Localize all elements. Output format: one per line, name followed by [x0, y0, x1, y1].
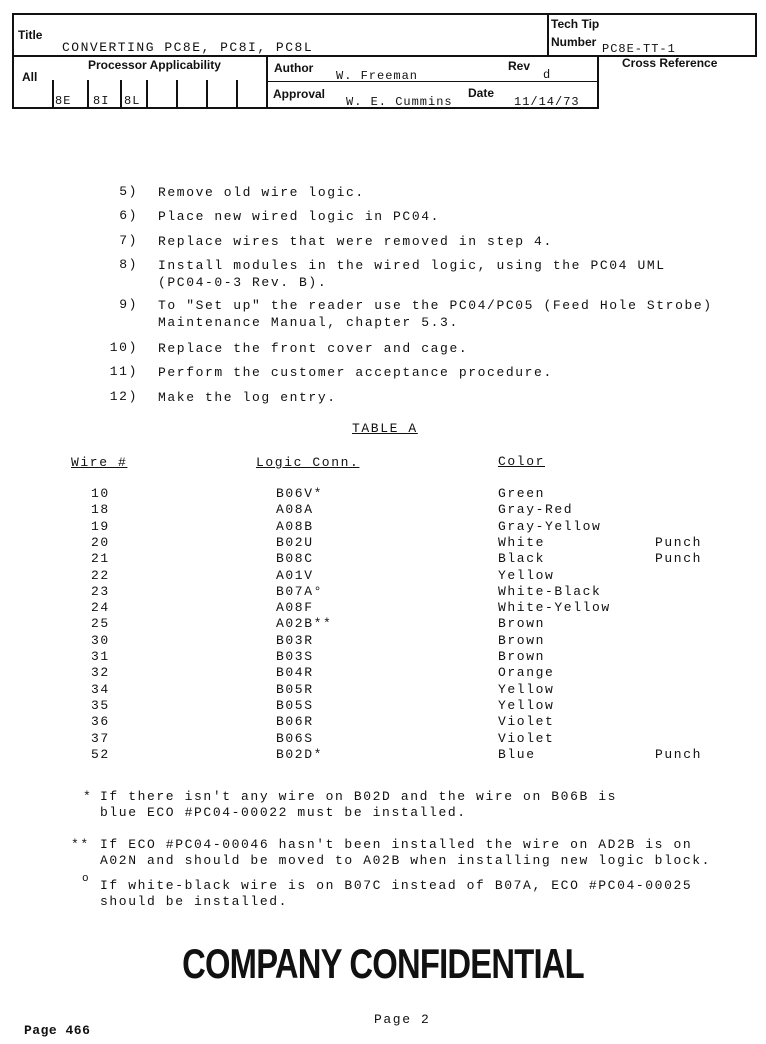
all-label: All: [22, 70, 38, 84]
color-cell: Orange: [498, 665, 555, 681]
color-cell: White-Yellow: [498, 600, 611, 616]
color-cell: Yellow: [498, 697, 555, 713]
title-label: Title: [18, 28, 43, 42]
color-cell: Violet: [498, 714, 555, 730]
step-text: Replace the front cover and cage.: [158, 341, 469, 356]
author-label: Author: [274, 61, 314, 75]
footnote-mark: **: [71, 837, 90, 852]
title-value: CONVERTING PC8E, PC8I, PC8L: [62, 40, 314, 55]
wire-number-cell: 18: [91, 502, 110, 518]
step-number: 7): [119, 233, 138, 248]
approval-label: Approval: [273, 87, 326, 101]
color-cell: Yellow: [498, 681, 555, 697]
footnote-text: If white-black wire is on B07C instead of B07A, ECO #PC04-00025 should be installed.: [100, 878, 693, 909]
wire-number-cell: 37: [91, 730, 110, 746]
step-text: Remove old wire logic.: [158, 185, 365, 200]
techtip-label: Tech Tip: [551, 17, 600, 31]
column-header-wire: Wire #: [71, 455, 128, 470]
footnote-text: If ECO #PC04-00046 hasn't been installed the wire on AD2B is on A02N and should be moved to A02B when installing new logic block.: [100, 837, 712, 868]
wire-number-cell: 23: [91, 583, 110, 599]
wire-number-cell: 21: [91, 551, 110, 567]
logic-conn-cell: B06S: [276, 730, 314, 746]
color-cell: Green: [498, 486, 546, 501]
step-text: Make the log entry.: [158, 390, 337, 405]
footnote-mark: o: [82, 873, 91, 885]
color-cell: Brown: [498, 616, 546, 632]
logic-conn-cell: B04R: [276, 665, 314, 681]
logic-conn-cell: A08A: [276, 502, 314, 518]
logic-conn-cell: B06V*: [276, 486, 324, 501]
date-label: Date: [468, 86, 495, 100]
color-cell: White-Black: [498, 583, 602, 599]
color-cell: Gray-Red: [498, 502, 574, 518]
color-cell: Violet: [498, 730, 555, 746]
logic-conn-cell: B05S: [276, 697, 314, 713]
logic-conn-cell: B03R: [276, 632, 314, 648]
number-value: PC8E-TT-1: [602, 42, 676, 56]
rev-label: Rev: [508, 59, 531, 73]
logic-conn-cell: A02B**: [276, 616, 333, 632]
color-cell: Yellow: [498, 567, 555, 583]
wire-number-cell: 24: [91, 600, 110, 616]
step-number: 5): [119, 184, 138, 199]
column-header-logic: Logic Conn.: [256, 455, 360, 470]
color-cell: Black: [498, 551, 546, 567]
logic-conn-cell: B02U: [276, 534, 314, 550]
step-number: 10): [109, 340, 138, 355]
processor-label: Processor Applicability: [88, 58, 221, 72]
wire-number-cell: 30: [91, 632, 110, 648]
wire-number-cell: 22: [91, 567, 110, 583]
page-number: Page 2: [374, 1012, 431, 1027]
step-text: Place new wired logic in PC04.: [158, 209, 441, 224]
proc-cell-8l: 8L: [124, 94, 141, 108]
footnote-text: If there isn't any wire on B02D and the wire on B06B is blue ECO #PC04-00022 must be installed.: [100, 789, 618, 820]
logic-conn-cell: A01V: [276, 567, 314, 583]
step-number: 9): [119, 297, 138, 312]
wire-number-cell: 31: [91, 649, 110, 664]
wire-number-cell: 20: [91, 534, 110, 550]
wire-number-cell: 32: [91, 665, 110, 681]
wire-number-cell: 25: [91, 616, 110, 632]
logic-conn-cell: B02D*: [276, 746, 324, 762]
wire-number-cell: 36: [91, 714, 110, 730]
color-cell: Gray-Yellow: [498, 518, 602, 534]
number-label: Number: [551, 35, 597, 49]
logic-conn-cell: A08F: [276, 600, 314, 616]
column-header-color: Color: [498, 454, 546, 469]
step-number: 8): [119, 257, 138, 272]
step-number: 11): [109, 364, 138, 379]
table-title: TABLE A: [352, 421, 418, 436]
step-text: Install modules in the wired logic, using the PC04 UML (PC04-0-3 Rev. B).: [158, 258, 666, 290]
approval-value: W. E. Cummins: [346, 95, 453, 109]
color-cell: Brown: [498, 632, 546, 648]
wire-number-cell: 52: [91, 746, 110, 762]
step-number: 6): [119, 208, 138, 223]
date-value: 11/14/73: [514, 95, 580, 109]
logic-conn-cell: B03S: [276, 649, 314, 664]
footnote-mark: *: [83, 789, 93, 804]
company-confidential-stamp: COMPANY CONFIDENTIAL: [182, 940, 584, 987]
crossref-label: Cross Reference: [622, 56, 718, 70]
logic-conn-cell: B07A°: [276, 583, 324, 599]
page-number-left: Page 466: [24, 1023, 91, 1038]
proc-cell-8i: 8I: [93, 94, 110, 108]
color-cell: Brown: [498, 649, 546, 664]
note-cell: Punch: [655, 534, 703, 550]
note-cell: Punch: [655, 746, 703, 762]
logic-conn-cell: B06R: [276, 714, 314, 730]
wire-number-cell: 34: [91, 681, 110, 697]
color-cell: Blue: [498, 746, 536, 762]
rev-value: d: [543, 68, 552, 82]
color-cell: White: [498, 534, 546, 550]
author-value: W. Freeman: [336, 69, 419, 83]
step-text: Perform the customer acceptance procedure.: [158, 365, 553, 380]
note-cell: Punch: [655, 551, 703, 567]
step-text: To "Set up" the reader use the PC04/PC05 (Feed Hole Strobe) Maintenance Manual, chapter 5.3.: [158, 298, 713, 330]
wire-number-cell: 10: [91, 486, 110, 501]
wire-number-cell: 19: [91, 518, 110, 534]
step-text: Replace wires that were removed in step 4.: [158, 234, 553, 249]
proc-cell-8e: 8E: [55, 94, 72, 108]
wire-number-cell: 35: [91, 697, 110, 713]
step-number: 12): [109, 389, 138, 404]
logic-conn-cell: A08B: [276, 518, 314, 534]
logic-conn-cell: B05R: [276, 681, 314, 697]
logic-conn-cell: B08C: [276, 551, 314, 567]
